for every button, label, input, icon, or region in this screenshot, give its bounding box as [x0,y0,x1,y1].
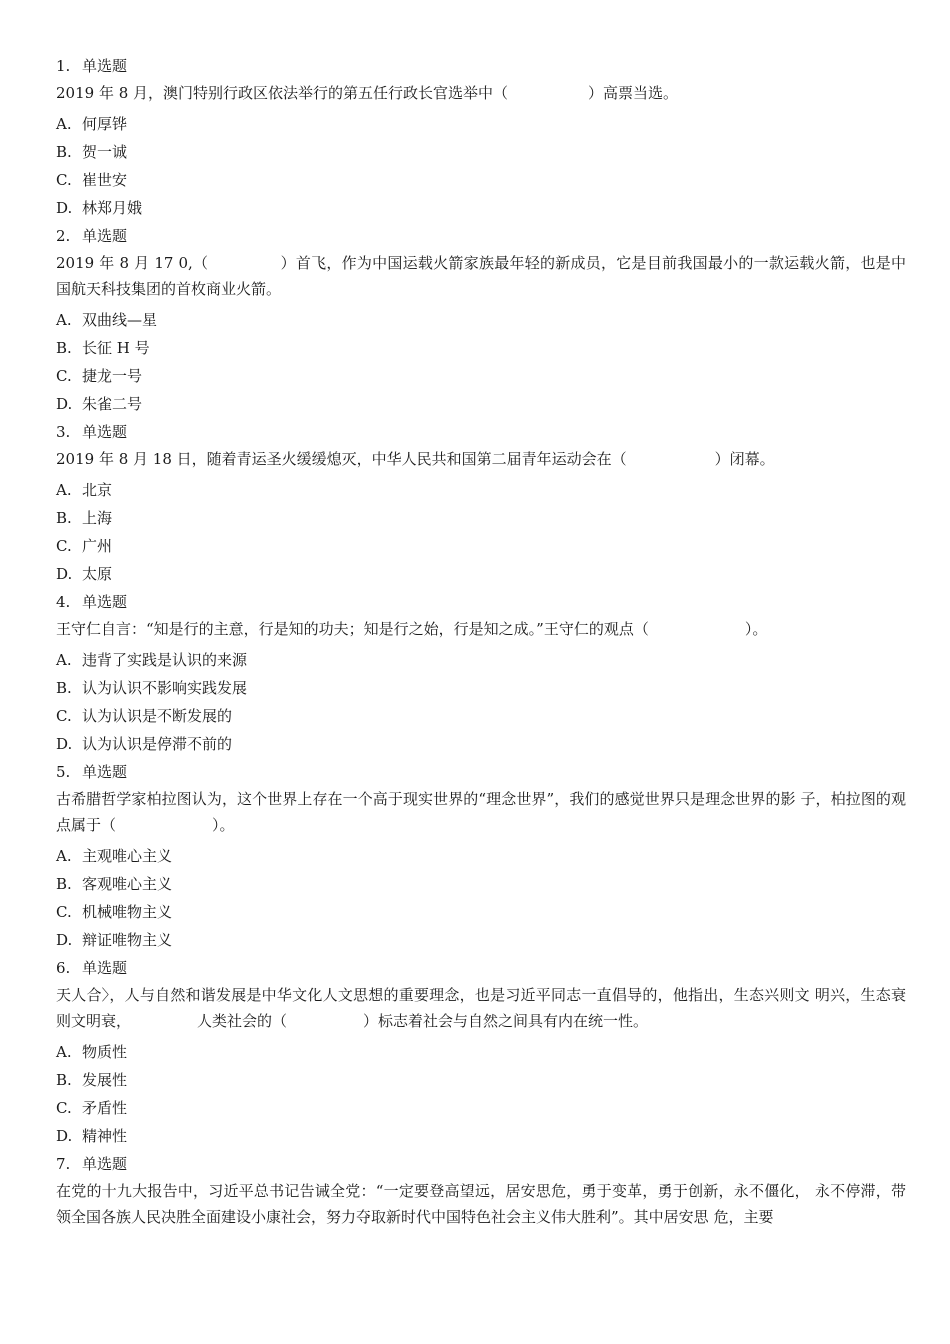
option-text: 双曲线—星 [82,311,158,329]
option-c[interactable] [56,362,906,390]
option-b[interactable] [56,138,906,166]
option-text: 机械唯物主义 [82,903,173,921]
option-c[interactable] [56,702,906,730]
question-stem [56,786,906,838]
question-3 [56,418,906,588]
stem-text: 2019 年 8 月 18 日，随着青运圣火缓缓熄灭，中华人民共和国第二届青年运动会在（ [56,450,627,468]
option-a[interactable] [56,476,906,504]
option-letter: A. [56,1043,72,1061]
question-number: 4. [56,593,71,611]
option-a[interactable] [56,1038,906,1066]
question-header [56,222,906,250]
question-type: 单选题 [82,763,128,781]
question-stem [56,80,906,106]
question-number: 1. [56,57,71,75]
question-stem [56,1178,906,1230]
option-letter: B. [56,875,72,893]
option-text: 认为认识是不断发展的 [82,707,233,725]
question-stem [56,982,906,1034]
option-letter: B. [56,1071,72,1089]
stem-text: ）首飞，作为中国运载火箭家族最年轻的新成员，它是目前我国最小的一款运载火箭，也是中国航天科技集团的首枚商业火箭。 [56,254,906,298]
stem-text: 天人合〉，人与自然和谐发展是中华文化人文思想的重要理念，也是习近平同志一直倡导的，他指出，生态兴则文 明兴，生态衰则文明衰， [56,986,906,1030]
question-stem [56,250,906,302]
stem-text: ）。 [744,620,768,638]
stem-text: ）闭幕。 [714,450,775,468]
question-number: 5. [56,763,71,781]
question-type: 单选题 [82,423,128,441]
question-stem [56,446,906,472]
option-text: 辩证唯物主义 [82,931,173,949]
option-text: 上海 [82,509,113,527]
question-5 [56,758,906,954]
option-d[interactable] [56,926,906,954]
option-d[interactable] [56,194,906,222]
option-text: 贺一诚 [82,143,128,161]
option-c[interactable] [56,532,906,560]
option-a[interactable] [56,646,906,674]
option-text: 主观唯心主义 [82,847,173,865]
question-number: 7. [56,1155,71,1173]
stem-text: ）高票当选。 [588,84,679,102]
option-a[interactable] [56,110,906,138]
option-b[interactable] [56,1066,906,1094]
option-text: 朱雀二号 [82,395,143,413]
option-a[interactable] [56,306,906,334]
question-number: 6. [56,959,71,977]
question-1 [56,52,906,222]
option-letter: D. [56,565,73,583]
option-letter: C. [56,367,72,385]
question-number: 3. [56,423,71,441]
stem-text: ）标志着社会与自然之间具有内在统一性。 [363,1012,649,1030]
option-text: 捷龙一号 [82,367,143,385]
option-letter: C. [56,1099,72,1117]
option-letter: B. [56,509,72,527]
option-text: 违背了实践是认识的来源 [82,651,248,669]
option-text: 认为认识是停滞不前的 [82,735,233,753]
option-letter: C. [56,903,72,921]
option-text: 崔世安 [82,171,128,189]
question-header [56,954,906,982]
stem-text: 古希腊哲学家柏拉图认为，这个世界上存在一个高于现实世界的“理念世界”，我们的感觉世界只是理念世界的影 子，柏拉图的观点属于（ [56,790,906,834]
option-letter: A. [56,847,72,865]
question-7 [56,1150,906,1230]
stem-text: ）。 [212,816,235,834]
option-letter: B. [56,679,72,697]
option-text: 矛盾性 [82,1099,128,1117]
question-4 [56,588,906,758]
option-letter: D. [56,199,73,217]
question-type: 单选题 [82,959,128,977]
stem-text: 王守仁自言：“知是行的主意，行是知的功夫；知是行之始，行是知之成。”王守仁的观点（ [56,620,649,638]
option-letter: C. [56,171,72,189]
option-text: 认为认识不影响实践发展 [82,679,248,697]
question-stem [56,616,906,642]
option-d[interactable] [56,390,906,418]
question-number: 2. [56,227,71,245]
option-text: 长征 H 号 [82,339,150,357]
stem-text: 人类社会的（ [197,1012,288,1030]
exam-page [56,52,906,1234]
option-letter: B. [56,339,72,357]
question-header [56,758,906,786]
option-text: 北京 [82,481,113,499]
question-type: 单选题 [82,227,128,245]
option-text: 广州 [82,537,113,555]
option-d[interactable] [56,730,906,758]
option-letter: C. [56,707,72,725]
option-d[interactable] [56,1122,906,1150]
option-letter: A. [56,115,72,133]
stem-text: 2019 年 8 月 17 0,（ [56,254,209,272]
question-6 [56,954,906,1150]
question-2 [56,222,906,418]
option-b[interactable] [56,504,906,532]
option-b[interactable] [56,870,906,898]
option-letter: D. [56,931,73,949]
option-b[interactable] [56,674,906,702]
option-c[interactable] [56,166,906,194]
stem-text: 在党的十九大报告中，习近平总书记告诫全党：“一定要登高望远，居安思危，勇于变革，勇于创新，永不僵化， 永不停滞，带领全国各族人民决胜全面建设小康社会，努力夺取新时代中国特色社会主义伟大胜利”。其中居安思 危，主要 [56,1182,906,1226]
option-text: 客观唯心主义 [82,875,173,893]
question-type: 单选题 [82,1155,128,1173]
option-b[interactable] [56,334,906,362]
option-letter: A. [56,481,72,499]
option-d[interactable] [56,560,906,588]
option-a[interactable] [56,842,906,870]
option-text: 物质性 [82,1043,128,1061]
option-c[interactable] [56,898,906,926]
question-type: 单选题 [82,57,128,75]
question-type: 单选题 [82,593,128,611]
option-text: 林郑月娥 [82,199,143,217]
option-text: 太原 [82,565,113,583]
option-text: 精神性 [82,1127,128,1145]
question-header [56,588,906,616]
option-c[interactable] [56,1094,906,1122]
option-letter: B. [56,143,72,161]
option-letter: A. [56,311,72,329]
option-letter: D. [56,395,73,413]
option-letter: C. [56,537,72,555]
question-header [56,1150,906,1178]
question-header [56,52,906,80]
option-letter: A. [56,651,72,669]
question-header [56,418,906,446]
stem-text: 2019 年 8 月，澳门特别行政区依法举行的第五任行政长官选举中（ [56,84,509,102]
option-letter: D. [56,735,73,753]
option-text: 发展性 [82,1071,128,1089]
option-text: 何厚铧 [82,115,128,133]
option-letter: D. [56,1127,73,1145]
